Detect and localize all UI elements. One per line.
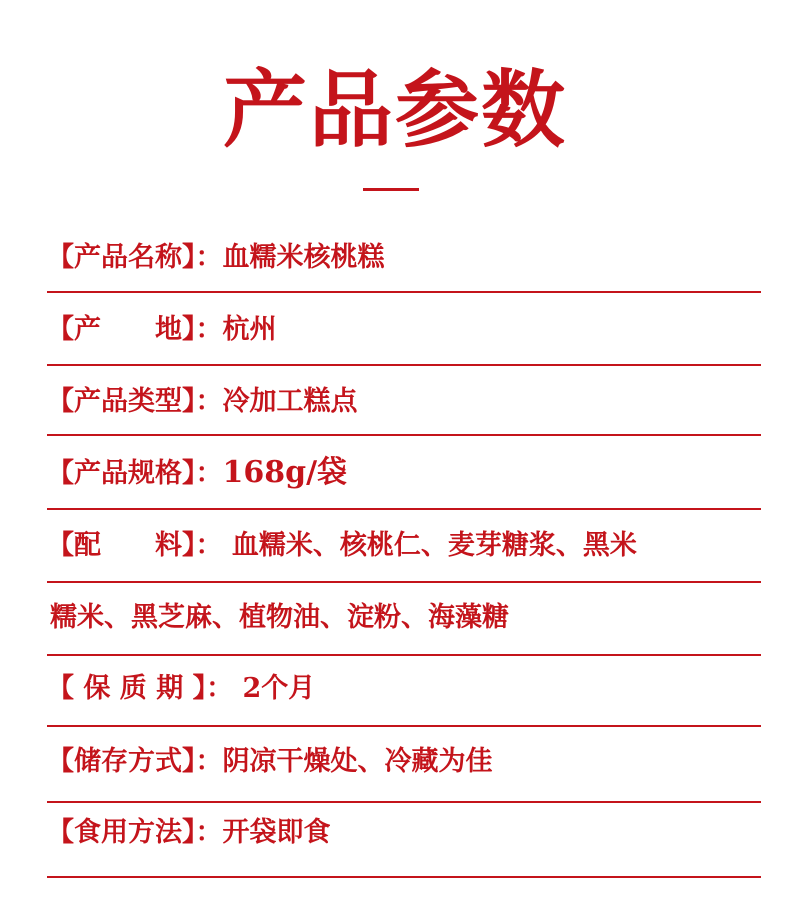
param-value: 血糯米、核桃仁、麦芽糖浆、黑米 (222, 530, 637, 561)
row-divider (47, 291, 761, 293)
param-label: 【食用方法】： (47, 817, 223, 848)
row-divider (47, 654, 761, 656)
param-label: 【产品规格】： (47, 458, 223, 489)
param-value: 168g/袋 (222, 455, 348, 490)
param-row-spec (47, 453, 761, 494)
param-row-product-type (47, 382, 761, 422)
param-row-usage (47, 813, 761, 853)
param-label: 【储存方式】： (47, 746, 223, 777)
title-underline (363, 188, 419, 191)
row-divider (47, 508, 761, 510)
row-divider (47, 434, 761, 436)
param-value: 血糯米核桃糕 (222, 242, 385, 273)
param-label: 【产 地】： (47, 314, 223, 345)
param-row-storage (47, 742, 761, 782)
param-row-origin (47, 310, 761, 350)
param-label: 【配 料】： (47, 530, 223, 561)
param-row-shelf-life (47, 669, 761, 709)
param-value: 冷加工糕点 (222, 386, 358, 417)
param-label: 【产品类型】： (47, 386, 223, 417)
row-divider (47, 876, 761, 878)
row-divider (47, 581, 761, 583)
param-value: 糯米、黑芝麻、植物油、淀粉、海藻糖 (50, 602, 509, 633)
param-row-ingredients-continued (50, 598, 764, 638)
param-value: 阴凉干燥处、冷藏为佳 (222, 746, 493, 777)
param-row-ingredients (47, 526, 761, 566)
param-value: 开袋即食 (222, 817, 331, 848)
row-divider (47, 364, 761, 366)
param-label: 【产品名称】： (47, 242, 223, 273)
param-value: 杭州 (222, 314, 277, 345)
param-value: 2个月 (233, 673, 316, 704)
param-label: 【 保 质 期 】： (47, 673, 234, 704)
row-divider (47, 725, 761, 727)
param-row-product-name (47, 238, 761, 278)
page-title: 产品参数 (222, 60, 567, 159)
row-divider (47, 801, 761, 803)
